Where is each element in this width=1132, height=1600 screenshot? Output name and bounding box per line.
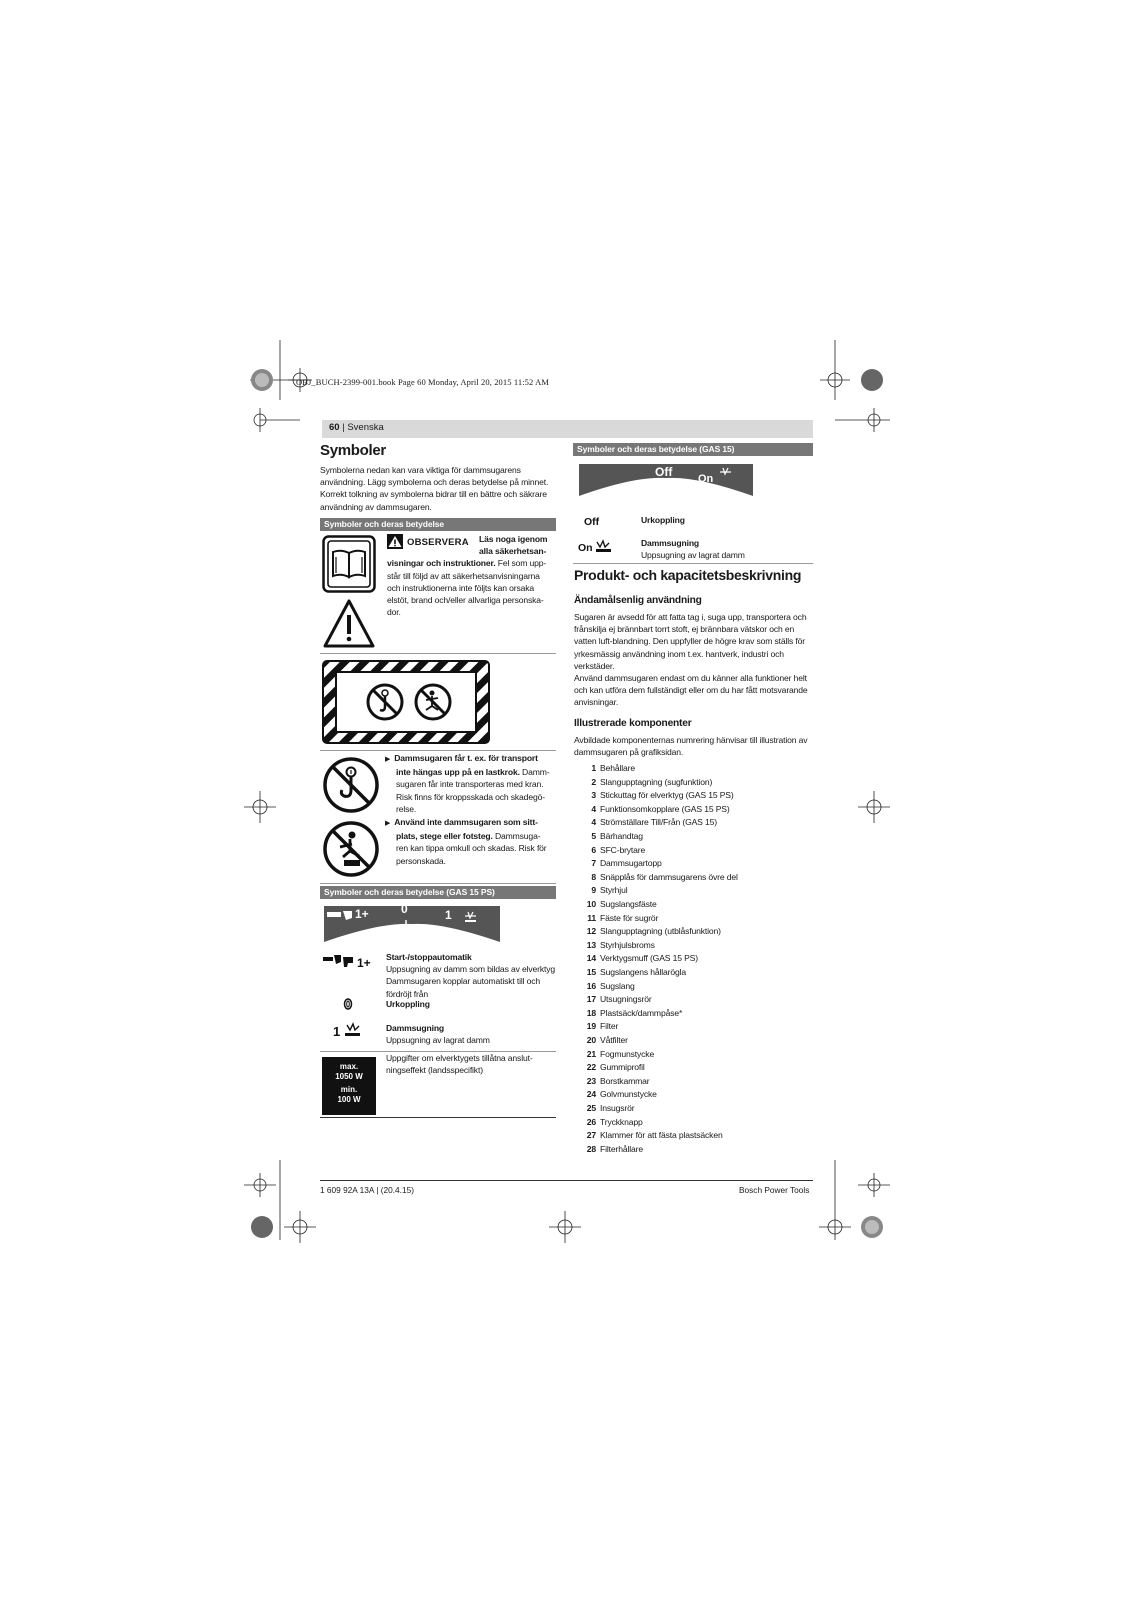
component-label: Våtfilter — [600, 1035, 628, 1045]
component-label: Borstkammar — [600, 1075, 650, 1086]
component-number: 12 — [586, 926, 596, 937]
components-title: Illustrerade komponenter — [574, 718, 692, 729]
intended-use-para1: Sugaren är avsedd för att fatta tag i, suga upp, transportera och frånskilja ej brännbart torrt stoft, ej brännbara vätskor och en vatten luft-blandning. Den uppfyller de högre krav som ställs för yrkesmässig användning inom t.ex. hantverk, industri och verkstäder. — [574, 612, 807, 671]
dammsugning-left-text: Uppsugning av lagrat damm — [386, 1035, 490, 1046]
language-label: Svenska — [347, 422, 384, 433]
component-number: 22 — [586, 1062, 596, 1073]
component-label: Stickuttag för elverktyg (GAS 15 PS) — [600, 790, 734, 801]
off-symbol-icon — [584, 514, 606, 527]
dial-off-label: Off — [655, 465, 673, 479]
dammsugning-right-text: Uppsugning av lagrat damm — [641, 550, 745, 561]
off-zero-icon — [343, 998, 353, 1010]
symbols-gas15-header: Symboler och deras betydelse (GAS 15) — [573, 443, 813, 456]
component-number: 19 — [586, 1021, 596, 1032]
power-min-value: 100 W — [337, 1094, 361, 1104]
dammsugning-right-title: Dammsugning — [641, 538, 700, 548]
dammsugning-left — [386, 1022, 556, 1046]
component-label: Styrhjul — [600, 885, 628, 896]
component-number: 17 — [586, 994, 596, 1005]
component-label: Strömställare Till/Från (GAS 15) — [600, 817, 717, 828]
component-number: 13 — [586, 939, 596, 950]
section-title-symbols: Symboler — [320, 442, 386, 459]
component-label: Fogmunstycke — [600, 1048, 655, 1059]
divider — [320, 653, 556, 654]
component-label: Tryckknapp — [600, 1116, 643, 1127]
component-label: Slangupptagning (sugfunktion) — [600, 776, 713, 787]
power-min-label: min. — [340, 1085, 358, 1094]
start-stop-description — [386, 951, 556, 1000]
component-label: Styrhjulsbroms — [600, 939, 655, 950]
component-number: 25 — [586, 1103, 596, 1113]
component-number: 8 — [591, 871, 596, 882]
component-label: Sugslangens hållarögla — [600, 967, 687, 977]
component-number: 18 — [586, 1007, 596, 1018]
svg-text:1: 1 — [333, 1024, 341, 1038]
no-sitting-icon — [322, 820, 380, 878]
auto-start-stop-icon — [323, 954, 373, 968]
component-number: 4 — [591, 817, 596, 828]
component-number: 1 — [591, 763, 596, 773]
component-label: Funktionsomkopplare (GAS 15 PS) — [600, 803, 730, 814]
component-number: 9 — [591, 885, 596, 896]
symbols-gas15ps-header: Symboler och deras betydelse (GAS 15 PS) — [320, 886, 556, 899]
divider — [320, 883, 556, 884]
product-capacity-title: Produkt- och kapacitetsbeskrivning — [574, 567, 802, 583]
component-label: Behållare — [600, 763, 635, 773]
component-number: 11 — [587, 912, 596, 923]
bullet-crane-warning — [385, 752, 557, 815]
bullet-seat-warning — [385, 816, 557, 867]
component-number: 28 — [586, 1143, 596, 1154]
component-number: 10 — [586, 899, 596, 909]
component-number: 27 — [586, 1130, 596, 1141]
component-number: 16 — [586, 980, 596, 991]
component-number: 26 — [586, 1116, 596, 1127]
component-number: 14 — [586, 953, 596, 964]
symbols-intro: Symbolerna nedan kan vara viktiga för dammsugarens användning. Lägg symbolerna och deras betydelse på minnet. Korrekt tolkning av symbolerna bidrar till en bättre och säkrare användning av dammsugaren. — [320, 465, 549, 512]
divider — [573, 563, 813, 564]
component-number: 4 — [591, 803, 596, 814]
dial-label-1plus: 1+ — [355, 907, 369, 921]
component-label: Verktygsmuff (GAS 15 PS) — [600, 953, 698, 964]
component-label: Fäste för sugrör — [600, 912, 659, 923]
dammsugning-left-title: Dammsugning — [386, 1023, 445, 1033]
component-number: 23 — [586, 1075, 596, 1086]
component-number: 20 — [586, 1035, 596, 1045]
component-label: Gummiprofil — [600, 1062, 645, 1073]
power-rating-text: Uppgifter om elverktygets tillåtna anslut- ningseffekt (landsspecifikt) — [386, 1053, 533, 1076]
svg-text:Off: Off — [584, 516, 600, 527]
component-label: Filter — [600, 1021, 619, 1032]
intended-use-title: Ändamålsenlig användning — [574, 595, 702, 606]
component-label: Bärhandtag — [600, 831, 643, 841]
components-intro: Avbildade komponenternas numrering hänvisar till illustration av dammsugaren på grafiksidan. — [574, 735, 808, 758]
component-label: Klammer för att fästa plastsäcken — [600, 1130, 723, 1141]
intended-use-text — [574, 611, 814, 709]
component-label: Insugsrör — [600, 1103, 635, 1113]
svg-text:On: On — [578, 542, 593, 554]
observera-text — [387, 533, 559, 618]
component-label: Utsugningsrör — [600, 994, 652, 1005]
component-label: SFC-brytare — [600, 844, 646, 855]
footer-brand: Bosch Power Tools — [739, 1185, 810, 1195]
component-number: 3 — [591, 790, 596, 801]
hazard-label-image — [322, 660, 490, 744]
bullet-seat-text: ▶ Använd inte dammsugaren som sitt- plats, stege eller fotsteg. Dammsuga- ren kan tippa omkull och skadas. Risk för personskada. — [385, 816, 557, 867]
observera-bold-part1: Läs noga igenom alla säkerhetsan- — [479, 534, 548, 557]
component-number: 15 — [586, 967, 596, 977]
start-stop-title: Start-/stoppautomatik — [386, 952, 472, 962]
component-label: Golvmunstycke — [600, 1089, 657, 1100]
component-number: 24 — [586, 1089, 596, 1100]
component-number: 21 — [586, 1048, 596, 1059]
dial-label-0: 0 — [401, 902, 408, 916]
start-stop-text: Uppsugning av damm som bildas av elverktyg Dammsugaren kopplar automatiskt till och fördröjt från — [386, 964, 555, 999]
on-dust-symbol-icon — [578, 538, 612, 554]
component-label: Snäpplås för dammsugarens övre del — [600, 871, 738, 882]
power-max-value: 1050 W — [335, 1071, 363, 1081]
footer-doc-id: 1 609 92A 13A | (20.4.15) — [320, 1185, 414, 1195]
component-label: Sugslangsfäste — [600, 899, 657, 909]
component-label: Filterhållare — [600, 1143, 643, 1154]
read-manual-icon — [322, 535, 376, 593]
footer-rule — [320, 1180, 813, 1181]
page-number: 60 — [329, 422, 340, 433]
dammsugning-right — [641, 537, 811, 561]
dial-label-1: 1 — [445, 908, 452, 922]
component-number: 6 — [591, 844, 596, 855]
intended-use-para2: Använd dammsugaren endast om du känner alla funktioner helt och kan utföra dem fullständigt eller om du har fått motsvarande anvisningar. — [574, 673, 808, 708]
svg-text:1+: 1+ — [357, 956, 371, 968]
urkoppling-left: Urkoppling — [386, 999, 430, 1009]
component-number: 5 — [591, 831, 596, 841]
component-label: Plastsäck/dammpåse* — [600, 1007, 683, 1018]
observera-body: visningar och instruktioner. Fel som upp- står till följd av att säkerhetsanvisningarna och instruktionerna inte följts kan orsaka elstöt, brand och/eller allvarliga personska- dor. — [387, 558, 547, 618]
urkoppling-right: Urkoppling — [641, 515, 685, 525]
power-max-label: max. — [339, 1062, 359, 1071]
warning-triangle-icon — [322, 598, 376, 650]
no-crane-hook-icon — [322, 756, 380, 814]
divider — [320, 750, 556, 751]
file-info-line: OBJ_BUCH-2399-001.book Page 60 Monday, April 20, 2015 11:52 AM — [296, 377, 550, 387]
bullet-crane-text: ▶ Dammsugaren får t. ex. för transport inte hängas upp på en lastkrok. Damm- sugaren får inte transporteras med kran. Risk finns för kroppsskada och skadegö- relse. — [385, 752, 557, 815]
component-label: Sugslang — [600, 980, 635, 991]
dial-on-label: On — [698, 473, 714, 485]
component-number: 2 — [591, 776, 596, 787]
dust-suction-1-icon — [333, 1022, 361, 1038]
component-label: Slangupptagning (utblåsfunktion) — [600, 926, 721, 937]
mode-dial-gas15ps — [322, 902, 502, 950]
component-label: Dammsugartopp — [600, 858, 662, 869]
component-number: 7 — [591, 858, 596, 869]
symbols-table-header: Symboler och deras betydelse — [320, 518, 556, 531]
observera-label: OBSERVERA — [407, 537, 469, 548]
power-rating-box — [322, 1057, 376, 1115]
divider — [320, 1117, 556, 1118]
page-header-bar: 60 | Svenska — [322, 420, 813, 438]
